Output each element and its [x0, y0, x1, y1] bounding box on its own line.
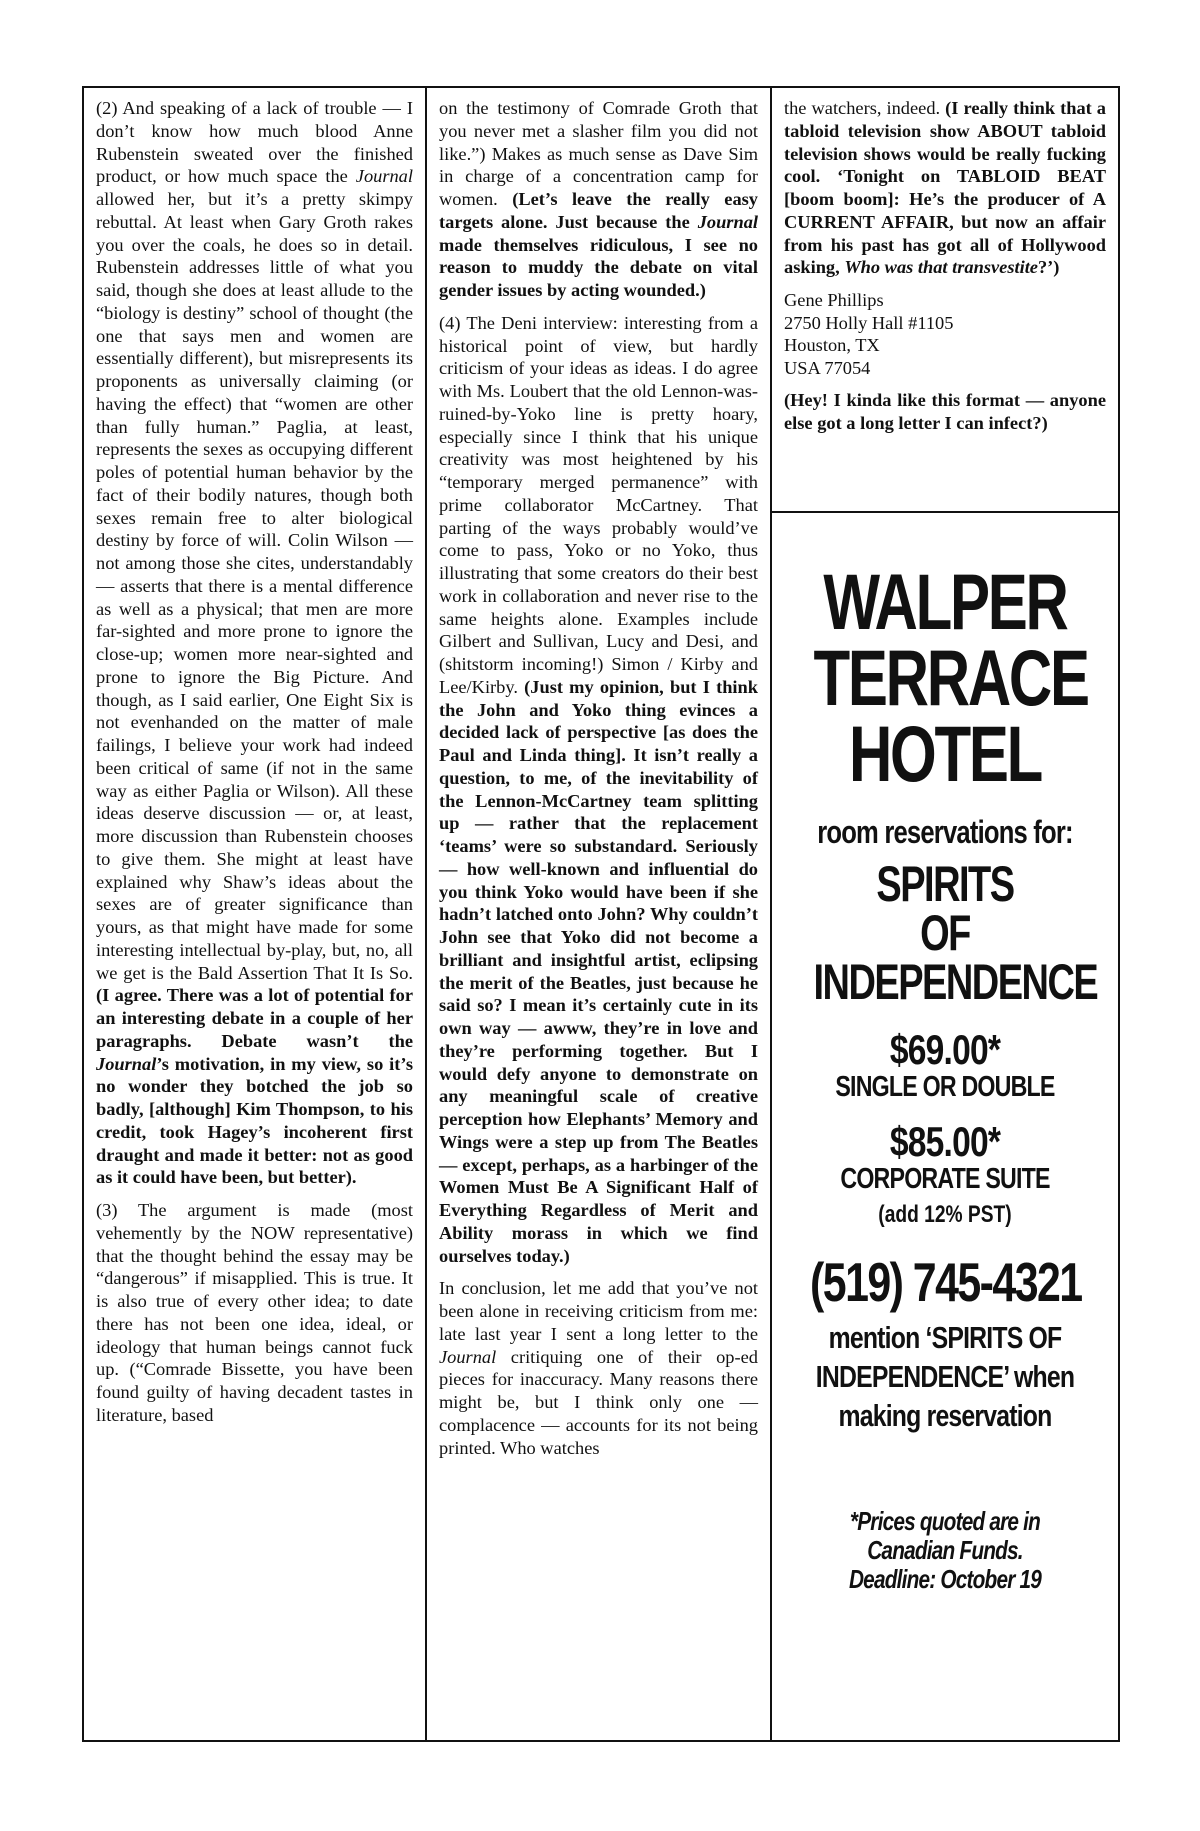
paragraph-point-2: (2) And speaking of a lack of trouble — I don’t know how much blood Anne Rubenstein sweated over the finished product, or how much space the Journal allowed her, but it’s a pretty skimpy rebuttal. At least when Gary Groth rakes you over the coals, he does so in detail. Rubenstein addresses little of what you said, though she does at least allude to the “biology is destiny” school of thought (the one that says men and women are essentially different), but misrepresents its proponents as universally claiming (or having the effect) that “women are other than fully human.” Paglia, at least, represents the sexes as occupying different poles of potential human behavior by the fact of their bodily natures, though both sexes remain free to alter biological destiny by force of will. Colin Wilson — not among those she cites, understandably — asserts that there is a mental difference as well as a physical; that men are more far-sighted and more prone to ignore the close-up; women more near-sighted and prone to ignore the Big Picture. And though, as I said earlier, One Eight Six is not evenhanded on the matter of male failings, I believe your work had indeed been critical of same (if not in the same way as either Paglia or Wilson). All these ideas deserve discussion — or, at least, more discussion than Rubenstein chooses to give them. She might at least have explained why Shaw’s ideas about the sexes are of greater significance than yours, as that might have made for some interesting intellectual by-play, but, no, all we get is the Bald Assertion That It Is So. (I agree. There was a lot of potential for an interesting debate in a couple of her paragraphs. Debate wasn’t the Journal’s motivation, in my view, so it’s no wonder they botched the job so badly, [although] Kim Thompson, to his credit, took Hagey’s incoherent first draught and made it better: not as good as it could have been, but better).	[96, 98, 413, 1188]
ad-footnote-line2: Canadian Funds.	[867, 1535, 1023, 1565]
signature-name: Gene Phillips	[784, 290, 884, 310]
ad-price-single-label: SINGLE OR DOUBLE	[835, 1071, 1055, 1103]
ad-phone-number: (519) 745-4321	[810, 1251, 1082, 1313]
ad-reservations-label: room reservations for:	[817, 814, 1073, 850]
ad-hotel-name-line1: WALPER	[823, 557, 1067, 646]
ad-hotel-name-line2: TERRACE	[813, 633, 1088, 722]
letter-column-2	[427, 88, 772, 1740]
ad-mention-line1: mention ‘SPIRITS OF	[828, 1320, 1062, 1355]
ad-price-suite: $85.00*	[889, 1118, 1001, 1165]
ad-price-single: $69.00*	[889, 1026, 1001, 1073]
editor-reply: (I really think that a tabloid television show ABOUT tabloid television shows would be really fucking cool. ‘Tonight on TABLOID BEAT [boom boom]: He’s the producer of A CURRENT AFFAIR, but now an affair from his past has got all of Hollywood asking, Who was that transvestite?’)	[784, 98, 1106, 278]
paragraph-point-3: (3) The argument is made (most vehemently by the NOW representative) that the thought behind the essay may be “dangerous” if misapplied. This is true. It is also true of every other idea; to date there has not been one idea, ideal, or ideology that human beings cannot fuck up. (“Comrade Bissette, you have been found guilty of having decadent tastes in literature, based	[96, 1200, 413, 1425]
ad-mention-line3: making reservation	[838, 1398, 1052, 1433]
editor-closing: (Hey! I kinda like this format — anyone else got a long letter I can infect?)	[784, 390, 1106, 433]
paragraph-continued: on the testimony of Comrade Groth that you never met a slasher film you did not like.”) Makes as much sense as Dave Sim in charge of a concentration camp for women. (Let’s leave the really easy targets alone. Just because the Journal made themselves ridiculous, I see no reason to muddy the debate on vital gender issues by acting wounded.)	[439, 98, 758, 300]
letter-column-1	[84, 88, 427, 1740]
ad-mention-line2: INDEPENDENCE’ when	[815, 1359, 1075, 1394]
paragraph-point-4: (4) The Deni interview: interesting from a historical point of view, but hardly criticism of your ideas as ideas. I do agree with Ms. Loubert that the old Lennon-was-ruined-by-Yoko line is pretty hoary, especially since I think that his unique creativity was most heightened by his “temporary merged permanence” with prime collaborator McCartney. That parting of the ways probably would’ve come to pass, Yoko or no Yoko, thus illustrating that some creators do their best work in collaboration and never rise to the same heights alone. Examples include Gilbert and Sullivan, Lucy and Desi, and (shitstorm incoming!) Simon / Kirby and Lee/Kirby. (Just my opinion, but I think the John and Yoko thing evinces a decided lack of perspective [as does the Paul and Linda thing]. It isn’t really a question, to me, of the inevitability of the Lennon-McCartney team splitting up — rather that the replacement ‘teams’ were so substandard. Seriously — how well-known and influential do you think Yoko would have been if she hadn’t latched onto John? Why couldn’t John see that Yoko did not become a brilliant and insightful artist, eclipsing the merit of the Beatles, just because he said so? I mean it’s certainly cute in its own way — awww, they’re in love and they’re performing together. But I would defy anyone to demonstrate on any meaningful scale of creative perception how Elephants’ Memory and Wings were a step up from The Beatles — except, perhaps, as a harbinger of the Women Must Be A Significant Half of Everything Regardless of Merit and Ability morass in which we find ourselves today.)	[439, 312, 758, 1266]
letter-ending	[772, 88, 1118, 513]
letter-column-3	[772, 88, 1118, 1740]
page-frame	[82, 86, 1120, 1742]
editor-reply: (I agree. There was a lot of potential for an interesting debate in a couple of her paragraphs. Debate wasn’t the Journal’s motivation, in my view, so it’s no wonder they botched the job so badly, [although] Kim Thompson, to his credit, took Hagey’s incoherent first draught and made it better: not as good as it could have been, but better).	[96, 985, 413, 1188]
ad-deadline: Deadline: October 19	[848, 1564, 1042, 1594]
editor-reply: (Just my opinion, but I think the John and Yoko thing evinces a decided lack of perspective [as does the Paul and Linda thing]. It isn’t really a question, to me, of the inevitability of the Lennon-McCartney team splitting up — rather that the replacement ‘teams’ were so substandard. Seriously — how well-known and influential do you think Yoko would have been if she hadn’t latched onto John? Why couldn’t John see that Yoko did not become a brilliant and insightful artist, eclipsing the merit of the Beatles, just because he said so? I mean it’s certainly cute in its own way — awww, they’re in love and they’re performing together. But I would defy anyone to demonstrate on any meaningful scale of creative perception how Elephants’ Memory and Wings were a step up from The Beatles — except, perhaps, as a harbinger of the Women Must Be A Significant Half of Everything Regardless of Merit and Ability morass in which we find ourselves today.)	[439, 676, 758, 1266]
paragraph-conclusion: In conclusion, let me add that you’ve not been alone in receiving criticism from me: late last year I sent a long letter to the Journal critiquing one of their op-ed pieces for inaccuracy. Many reasons there might be, but I think only one — complacence — accounts for its not being printed. Who watches	[439, 1278, 758, 1458]
ad-event-line2: OF	[920, 905, 970, 961]
hotel-advertisement	[772, 516, 1118, 1740]
signature-street: 2750 Holly Hall #1105	[784, 312, 954, 333]
ad-event-line3: INDEPENDENCE	[813, 954, 1098, 1010]
editor-reply: (Let’s leave the really easy targets alone. Just because the Journal made themselves ridiculous, I see no reason to muddy the debate on vital gender issues by acting wounded.)	[439, 189, 758, 300]
signature-country: USA 77054	[784, 357, 871, 378]
paragraph-final: the watchers, indeed. (I really think that a tabloid television show ABOUT tabloid television shows would be really fucking cool. ‘Tonight on TABLOID BEAT [boom boom]: He’s the producer of A CURRENT AFFAIR, but now an affair from his past has got all of Hollywood asking, Who was that transvestite?’)	[784, 98, 1106, 278]
ad-price-suite-label: CORPORATE SUITE	[840, 1163, 1050, 1195]
signature-block	[784, 289, 1106, 379]
ad-hotel-name-line3: HOTEL	[848, 709, 1042, 798]
ad-tax-note: (add 12% PST)	[878, 1201, 1012, 1228]
ad-event-line1: SPIRITS	[876, 856, 1014, 912]
signature-city: Houston, TX	[784, 335, 880, 355]
ad-footnote-line1: *Prices quoted are in	[849, 1506, 1041, 1536]
